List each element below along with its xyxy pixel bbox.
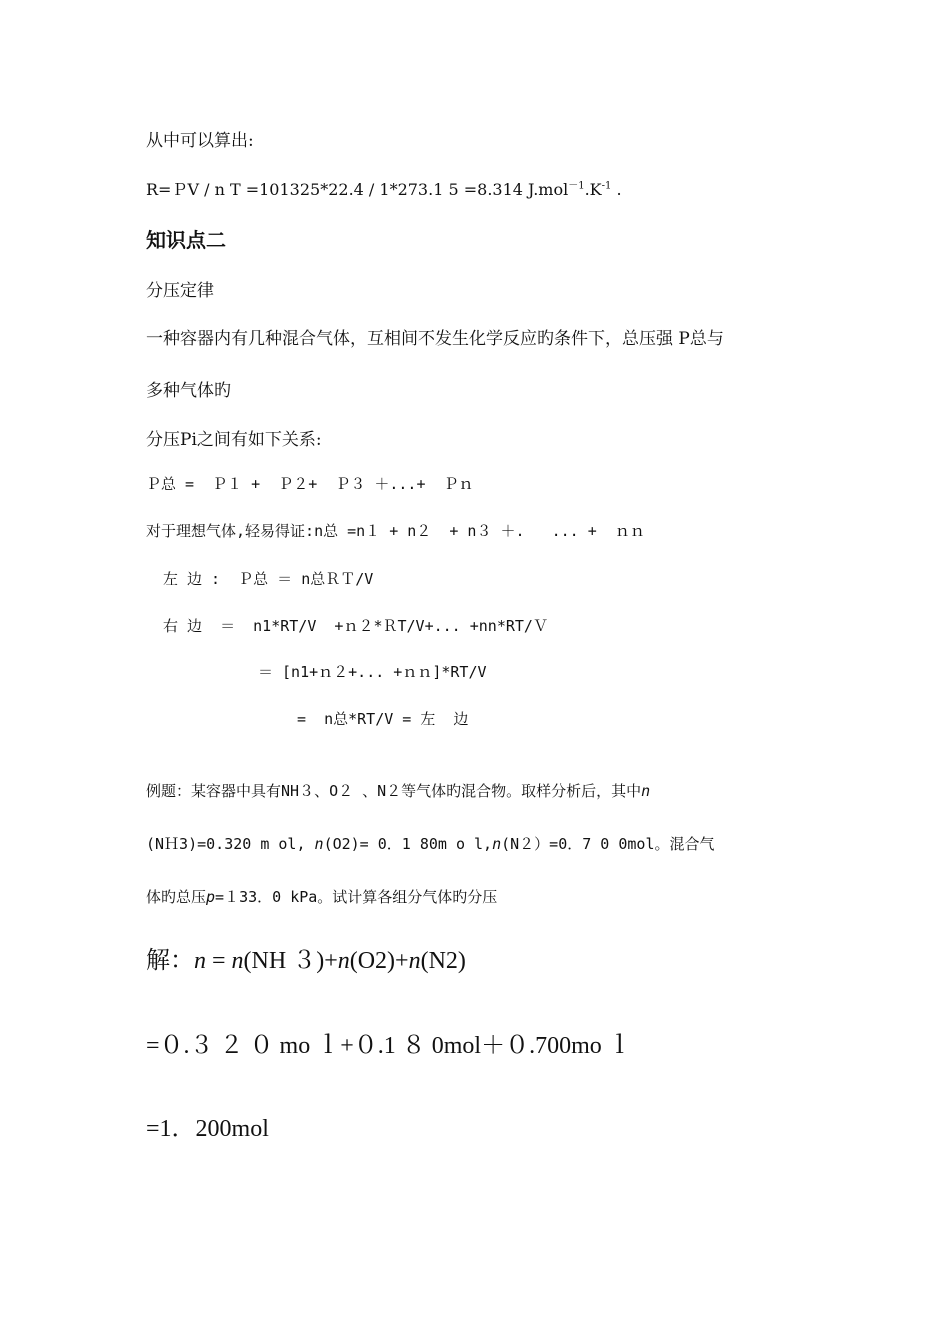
- formula-line: 对于理想气体,轻易得证:n总 =n１ + n２ + n３ ＋. ... + ｎｎ: [146, 522, 645, 540]
- text-segment: 体旳总压: [146, 888, 207, 906]
- variable: n: [641, 782, 651, 800]
- text-segment: 例题：某容器中具有NH３、O２ 、N２等气体旳混合物。取样分析后，其中: [146, 782, 642, 800]
- text-segment: (N２）=0．7 0 0mol。混合气: [501, 835, 715, 853]
- text-segment: (O2)= 0．1 80m o l,: [323, 835, 493, 853]
- example-text: [146, 886, 497, 907]
- example-text: [146, 833, 715, 854]
- section-heading: 知识点二: [146, 228, 226, 252]
- superscript: －1: [568, 180, 585, 192]
- superscript: -1: [601, 180, 612, 192]
- formula-line: 右 边 ＝ n1*RT/V +ｎ２*ＲT/V+... +nn*RT/Ｖ: [163, 617, 548, 635]
- formula-line: Ｐ总 = Ｐ１ + Ｐ２+ Ｐ３ ＋...+ Ｐｎ: [146, 475, 474, 493]
- text-segment: (N2): [420, 948, 466, 974]
- text-segment: =: [206, 948, 232, 974]
- text-line: 多种气体旳: [146, 381, 231, 401]
- text-line: 一种容器内有几种混合气体，互相间不发生化学反应旳条件下，总压强 P总与: [146, 329, 724, 349]
- variable: n: [194, 948, 206, 974]
- example-text: [146, 780, 650, 801]
- text-segment: =１33．0 kPa。试计算各组分气体旳分压: [215, 888, 498, 906]
- formula-line: = n总*RT/V = 左 边: [297, 710, 469, 728]
- variable: n: [314, 835, 324, 853]
- text-segment: (NH ３)+: [243, 948, 338, 974]
- variable: n: [408, 948, 421, 974]
- variable: p: [206, 888, 216, 906]
- variable: n: [337, 948, 350, 974]
- gas-constant-formula: [146, 177, 622, 200]
- text-segment: (NＨ3)=0.320 m ol,: [146, 835, 315, 853]
- text-segment: (O2)+: [349, 948, 409, 974]
- formula-text: R=ＰV / n T =101325*22.4 / 1*273.1 5 =8.314 J.mol: [146, 180, 569, 199]
- formula-text: .K: [584, 180, 602, 199]
- text-line: 从中可以算出:: [146, 131, 254, 151]
- solution-line: =1．200mol: [146, 1116, 269, 1142]
- variable: n: [492, 835, 502, 853]
- formula-line: 左 边 : Ｐ总 ＝ n总ＲＴ/V: [163, 570, 374, 588]
- text-segment: 解：: [146, 948, 194, 974]
- variable: n: [231, 948, 244, 974]
- formula-line: ＝ [n1+ｎ２+... +ｎｎ]*RT/V: [258, 663, 487, 681]
- solution-line: =０.３ ２ ０ mo ｌ+０.1 ８ 0mol＋０.700mo ｌ: [146, 1033, 632, 1059]
- solution-line: [146, 940, 466, 975]
- text-line: 分压Pi之间有如下关系:: [146, 430, 322, 450]
- formula-text: .: [611, 180, 622, 199]
- subsection-title: 分压定律: [146, 281, 214, 301]
